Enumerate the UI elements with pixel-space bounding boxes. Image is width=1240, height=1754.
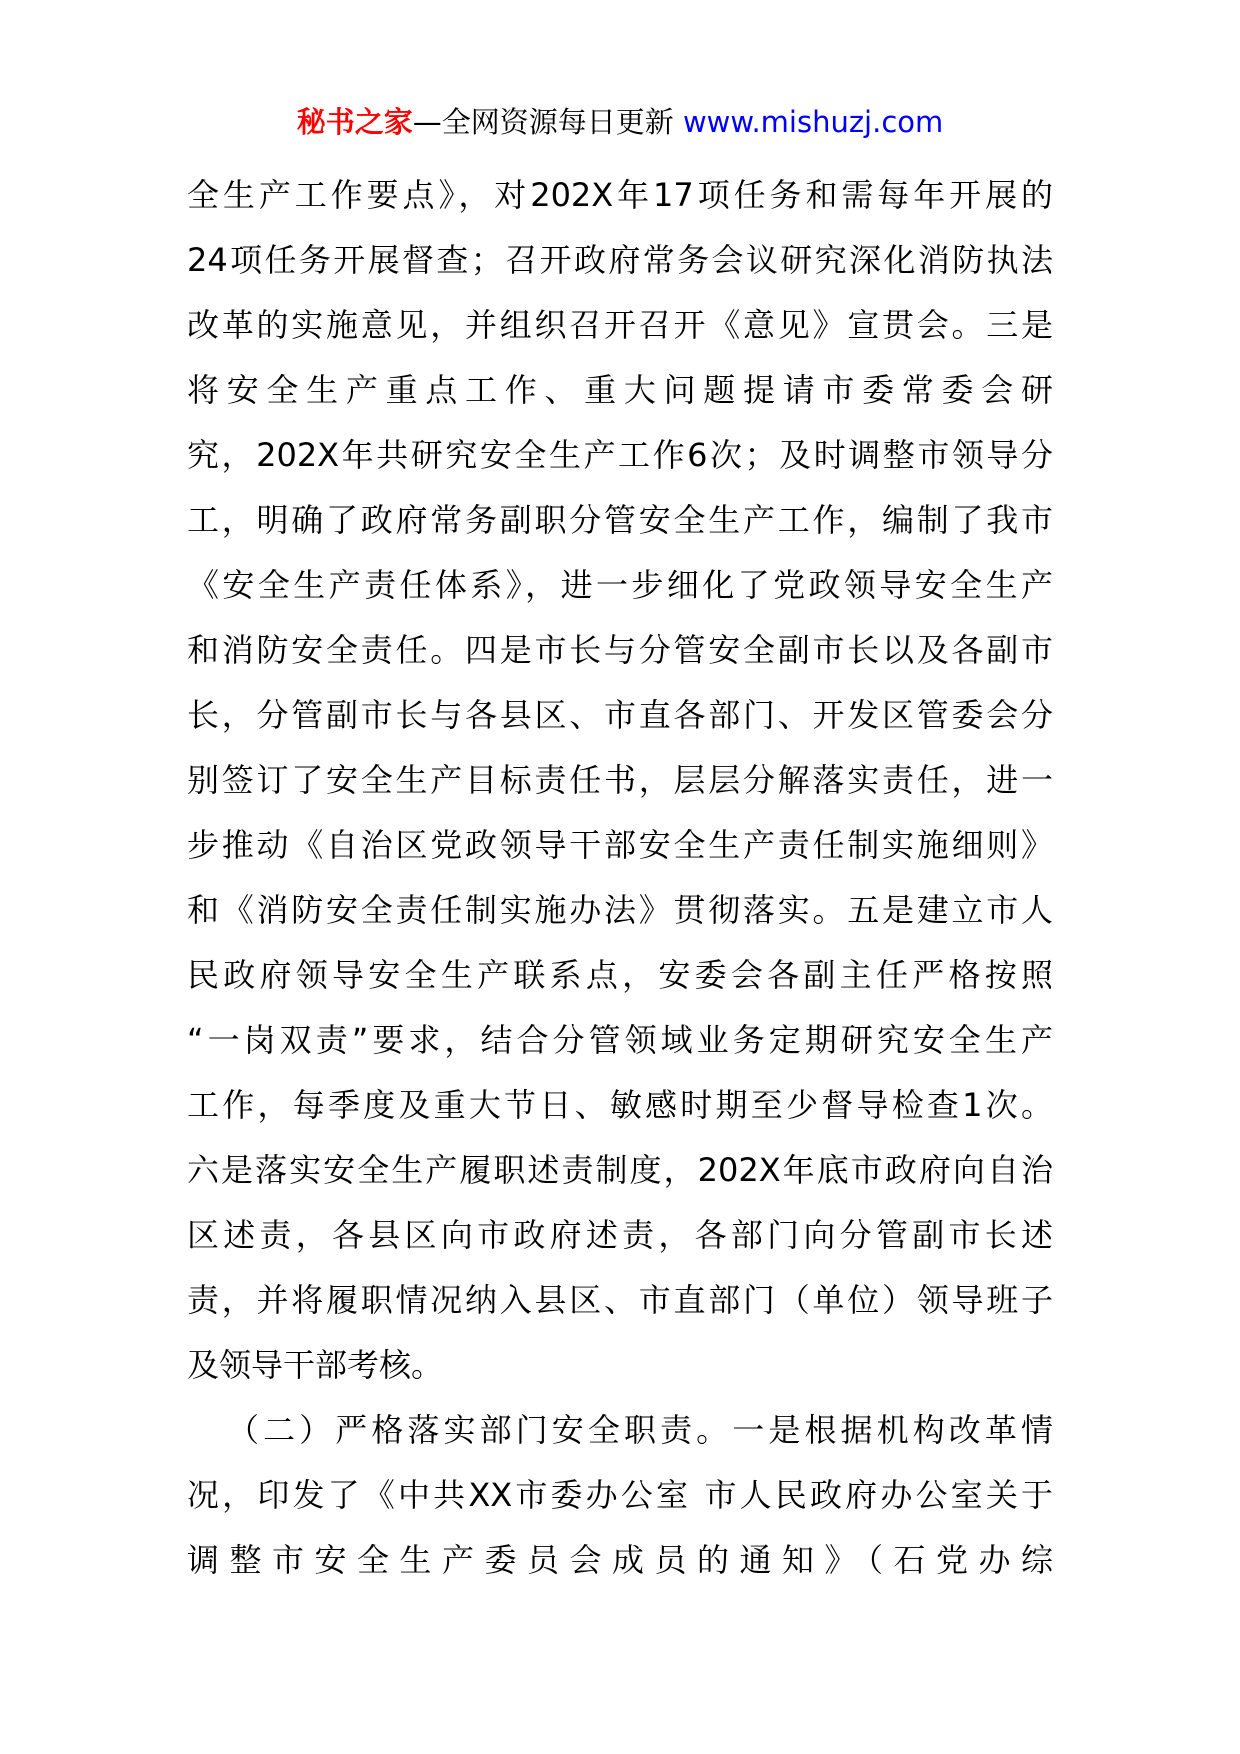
text-line: 和消防安全责任。四是市长与分管安全副市长以及各副市 (187, 631, 1053, 669)
site-brand: 秘书之家 (296, 105, 413, 139)
text-line: 究，202X年共研究安全生产工作6次；及时调整市领导分 (187, 436, 1053, 474)
text-line: 工作，每季度及重大节日、敏感时期至少督导检查1次。 (187, 1086, 1053, 1124)
site-header (0, 102, 1240, 142)
text-line: 步推动《自治区党政领导干部安全生产责任制实施细则》 (187, 826, 1053, 864)
text-line: 区述责，各县区向市政府述责，各部门向分管副市长述 (187, 1216, 1053, 1254)
text-line: 和《消防安全责任制实施办法》贯彻落实。五是建立市人 (187, 891, 1053, 929)
body-text (187, 163, 1053, 1593)
text-line: 将安全生产重点工作、重大问题提请市委常委会研 (187, 371, 1053, 409)
text-line: 长，分管副市长与各县区、市直各部门、开发区管委会分 (187, 696, 1053, 734)
text-line: 况，印发了《中共XX市委办公室 市人民政府办公室关于 (187, 1476, 1053, 1514)
text-line: 民政府领导安全生产联系点，安委会各副主任严格按照 (187, 956, 1053, 994)
text-line: 改革的实施意见，并组织召开召开《意见》宣贯会。三是 (187, 306, 1053, 344)
text-line: 全生产工作要点》，对202X年17项任务和需每年开展的 (187, 176, 1053, 214)
text-line: 调整市安全生产委员会成员的通知》（石党办综 (187, 1541, 1053, 1579)
text-line: 《安全生产责任体系》，进一步细化了党政领导安全生产 (187, 566, 1053, 604)
text-line: 工，明确了政府常务副职分管安全生产工作，编制了我市 (187, 501, 1053, 539)
text-line: 六是落实安全生产履职述责制度，202X年底市政府向自治 (187, 1151, 1053, 1189)
text-line: 24项任务开展督查；召开政府常务会议研究深化消防执法 (187, 241, 1053, 279)
text-line: “一岗双责”要求，结合分管领域业务定期研究安全生产 (187, 1021, 1053, 1059)
text-line-paragraph-end: 及领导干部考核。 (187, 1346, 444, 1384)
section-heading-line: （二）严格落实部门安全职责。一是根据机构改革情 (227, 1411, 1053, 1449)
text-line: 别签订了安全生产目标责任书，层层分解落实责任，进一 (187, 761, 1053, 799)
site-url-link[interactable]: www.mishuzj.com (682, 105, 944, 139)
text-line: 责，并将履职情况纳入县区、市直部门（单位）领导班子 (187, 1281, 1053, 1319)
site-tagline: —全网资源每日更新 (412, 105, 683, 139)
